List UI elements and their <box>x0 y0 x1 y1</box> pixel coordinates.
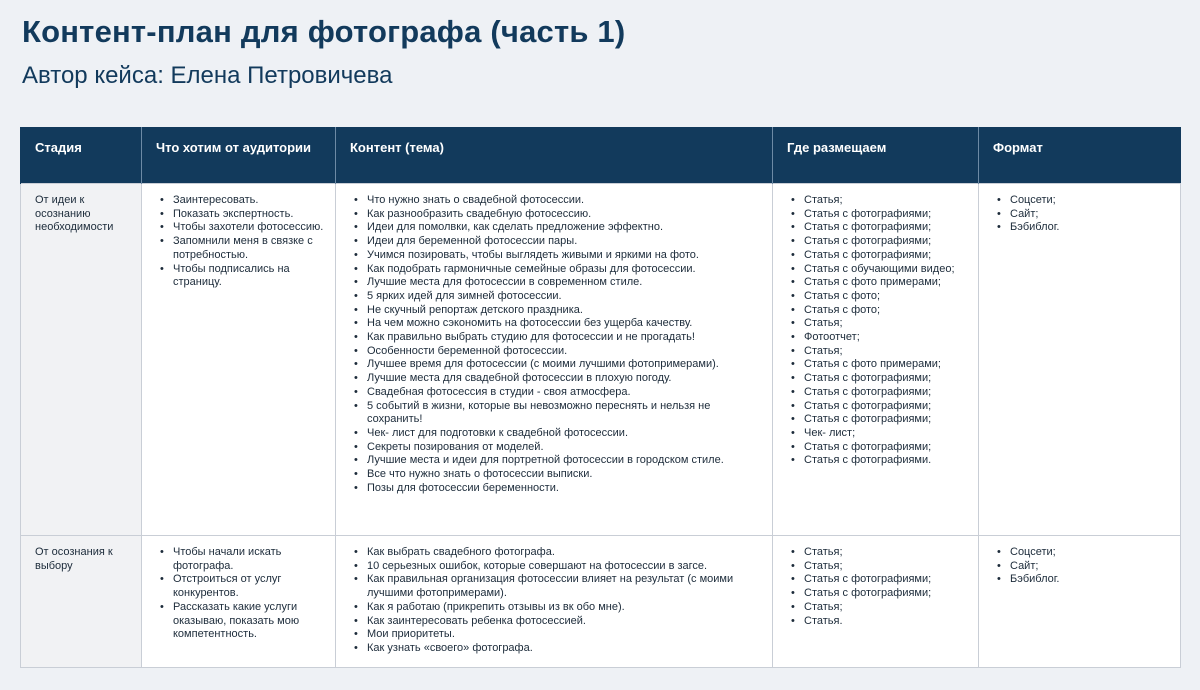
list-item: • Статья с фотографиями; <box>804 249 970 263</box>
list-item: • Статья; <box>804 546 970 560</box>
page-subtitle: Автор кейса: Елена Петровичева <box>22 62 393 89</box>
list-item: • Лучшие места для свадебной фотосессии в плохую погоду. <box>367 372 764 386</box>
column-header-topics: Контент (тема) <box>336 127 773 184</box>
topics-list <box>350 194 764 495</box>
goals-cell <box>142 184 336 536</box>
list-item: • Запомнили меня в связке с потребностью. <box>173 235 327 262</box>
list-item: • Статья с фотографиями. <box>804 454 970 468</box>
list-item: • Не скучный репортаж детского праздника. <box>367 304 764 318</box>
list-item: • Статья с фотографиями; <box>804 413 970 427</box>
list-item: • Свадебная фотосессия в студии - своя атмосфера. <box>367 386 764 400</box>
list-item: • Чек- лист; <box>804 427 970 441</box>
list-item: • Мои приоритеты. <box>367 628 764 642</box>
format-cell <box>979 184 1181 536</box>
list-item: • Статья. <box>804 615 970 629</box>
list-item: • Идеи для беременной фотосессии пары. <box>367 235 764 249</box>
list-item: • Чек- лист для подготовки к свадебной фотосессии. <box>367 427 764 441</box>
list-item: • Статья с обучающими видео; <box>804 263 970 277</box>
table-header-row <box>21 127 1181 184</box>
list-item: • Статья с фотографиями; <box>804 235 970 249</box>
list-item: • Соцсети; <box>1010 546 1172 560</box>
table-row <box>21 184 1181 536</box>
list-item: • Статья с фотографиями; <box>804 573 970 587</box>
list-item: • Как заинтересовать ребенка фотосессией. <box>367 615 764 629</box>
list-item: • Сайт; <box>1010 208 1172 222</box>
page-title: Контент-план для фотографа (часть 1) <box>22 14 626 49</box>
list-item: • Как я работаю (прикрепить отзывы из вк обо мне). <box>367 601 764 615</box>
list-item: • Лучшие места и идеи для портретной фотосессии в городском стиле. <box>367 454 764 468</box>
list-item: • Бэбиблог. <box>1010 573 1172 587</box>
list-item: • Что нужно знать о свадебной фотосессии. <box>367 194 764 208</box>
list-item: • Статья с фотографиями; <box>804 221 970 235</box>
goals-list <box>156 194 327 290</box>
format-list <box>993 546 1172 587</box>
list-item: • Статья с фотографиями; <box>804 372 970 386</box>
placement-cell <box>773 184 979 536</box>
list-item: • Отстроиться от услуг конкурентов. <box>173 573 327 600</box>
list-item: • Заинтересовать. <box>173 194 327 208</box>
topics-cell <box>336 536 773 668</box>
list-item: • Учимся позировать, чтобы выглядеть живыми и яркими на фото. <box>367 249 764 263</box>
placement-cell <box>773 536 979 668</box>
content-plan-table <box>20 127 1181 668</box>
column-header-goals: Что хотим от аудитории <box>142 127 336 184</box>
list-item: • Чтобы захотели фотосессию. <box>173 221 327 235</box>
list-item: • Все что нужно знать о фотосессии выписки. <box>367 468 764 482</box>
list-item: • 5 ярких идей для зимней фотосессии. <box>367 290 764 304</box>
list-item: • Статья; <box>804 345 970 359</box>
list-item: • Чтобы подписались на страницу. <box>173 263 327 290</box>
list-item: • Статья; <box>804 194 970 208</box>
placement-list <box>787 194 970 468</box>
list-item: • Статья с фото; <box>804 304 970 318</box>
placement-list <box>787 546 970 628</box>
topics-cell <box>336 184 773 536</box>
list-item: • Особенности беременной фотосессии. <box>367 345 764 359</box>
list-item: • Как узнать «своего» фотографа. <box>367 642 764 656</box>
list-item: • Показать экспертность. <box>173 208 327 222</box>
list-item: • Статья; <box>804 560 970 574</box>
list-item: • Статья с фото примерами; <box>804 358 970 372</box>
column-header-stage: Стадия <box>21 127 142 184</box>
list-item: • Как правильно выбрать студию для фотосессии и не прогадать! <box>367 331 764 345</box>
list-item: • 10 серьезных ошибок, которые совершают на фотосессии в загсе. <box>367 560 764 574</box>
list-item: • Соцсети; <box>1010 194 1172 208</box>
list-item: • Фотоотчет; <box>804 331 970 345</box>
table-row <box>21 536 1181 668</box>
list-item: • Позы для фотосессии беременности. <box>367 482 764 496</box>
list-item: • Бэбиблог. <box>1010 221 1172 235</box>
list-item: • Статья с фотографиями; <box>804 208 970 222</box>
list-item: • Идеи для помолвки, как сделать предложение эффектно. <box>367 221 764 235</box>
goals-cell <box>142 536 336 668</box>
stage-cell: От идеи к осознанию необходимости <box>21 184 142 536</box>
list-item: • Лучшее время для фотосессии (с моими лучшими фотопримерами). <box>367 358 764 372</box>
list-item: • Статья с фото примерами; <box>804 276 970 290</box>
list-item: • Сайт; <box>1010 560 1172 574</box>
stage-cell: От осознания к выбору <box>21 536 142 668</box>
list-item: • Рассказать какие услуги оказываю, показать мою компетентность. <box>173 601 327 642</box>
list-item: • Статья; <box>804 317 970 331</box>
list-item: • Как правильная организация фотосессии влияет на результат (с моими лучшими фотопримерами). <box>367 573 764 600</box>
list-item: • Статья с фотографиями; <box>804 386 970 400</box>
list-item: • Лучшие места для фотосессии в современном стиле. <box>367 276 764 290</box>
list-item: • Статья с фото; <box>804 290 970 304</box>
list-item: • На чем можно сэкономить на фотосессии без ущерба качеству. <box>367 317 764 331</box>
list-item: • Как выбрать свадебного фотографа. <box>367 546 764 560</box>
format-cell <box>979 536 1181 668</box>
goals-list <box>156 546 327 642</box>
list-item: • Статья с фотографиями; <box>804 441 970 455</box>
topics-list <box>350 546 764 656</box>
format-list <box>993 194 1172 235</box>
list-item: • 5 событий в жизни, которые вы невозможно переснять и нельзя не сохранить! <box>367 400 764 427</box>
list-item: • Секреты позирования от моделей. <box>367 441 764 455</box>
list-item: • Как подобрать гармоничные семейные образы для фотосессии. <box>367 263 764 277</box>
list-item: • Как разнообразить свадебную фотосессию. <box>367 208 764 222</box>
list-item: • Статья с фотографиями; <box>804 587 970 601</box>
list-item: • Статья; <box>804 601 970 615</box>
list-item: • Чтобы начали искать фотографа. <box>173 546 327 573</box>
column-header-placement: Где размещаем <box>773 127 979 184</box>
list-item: • Статья с фотографиями; <box>804 400 970 414</box>
column-header-format: Формат <box>979 127 1181 184</box>
